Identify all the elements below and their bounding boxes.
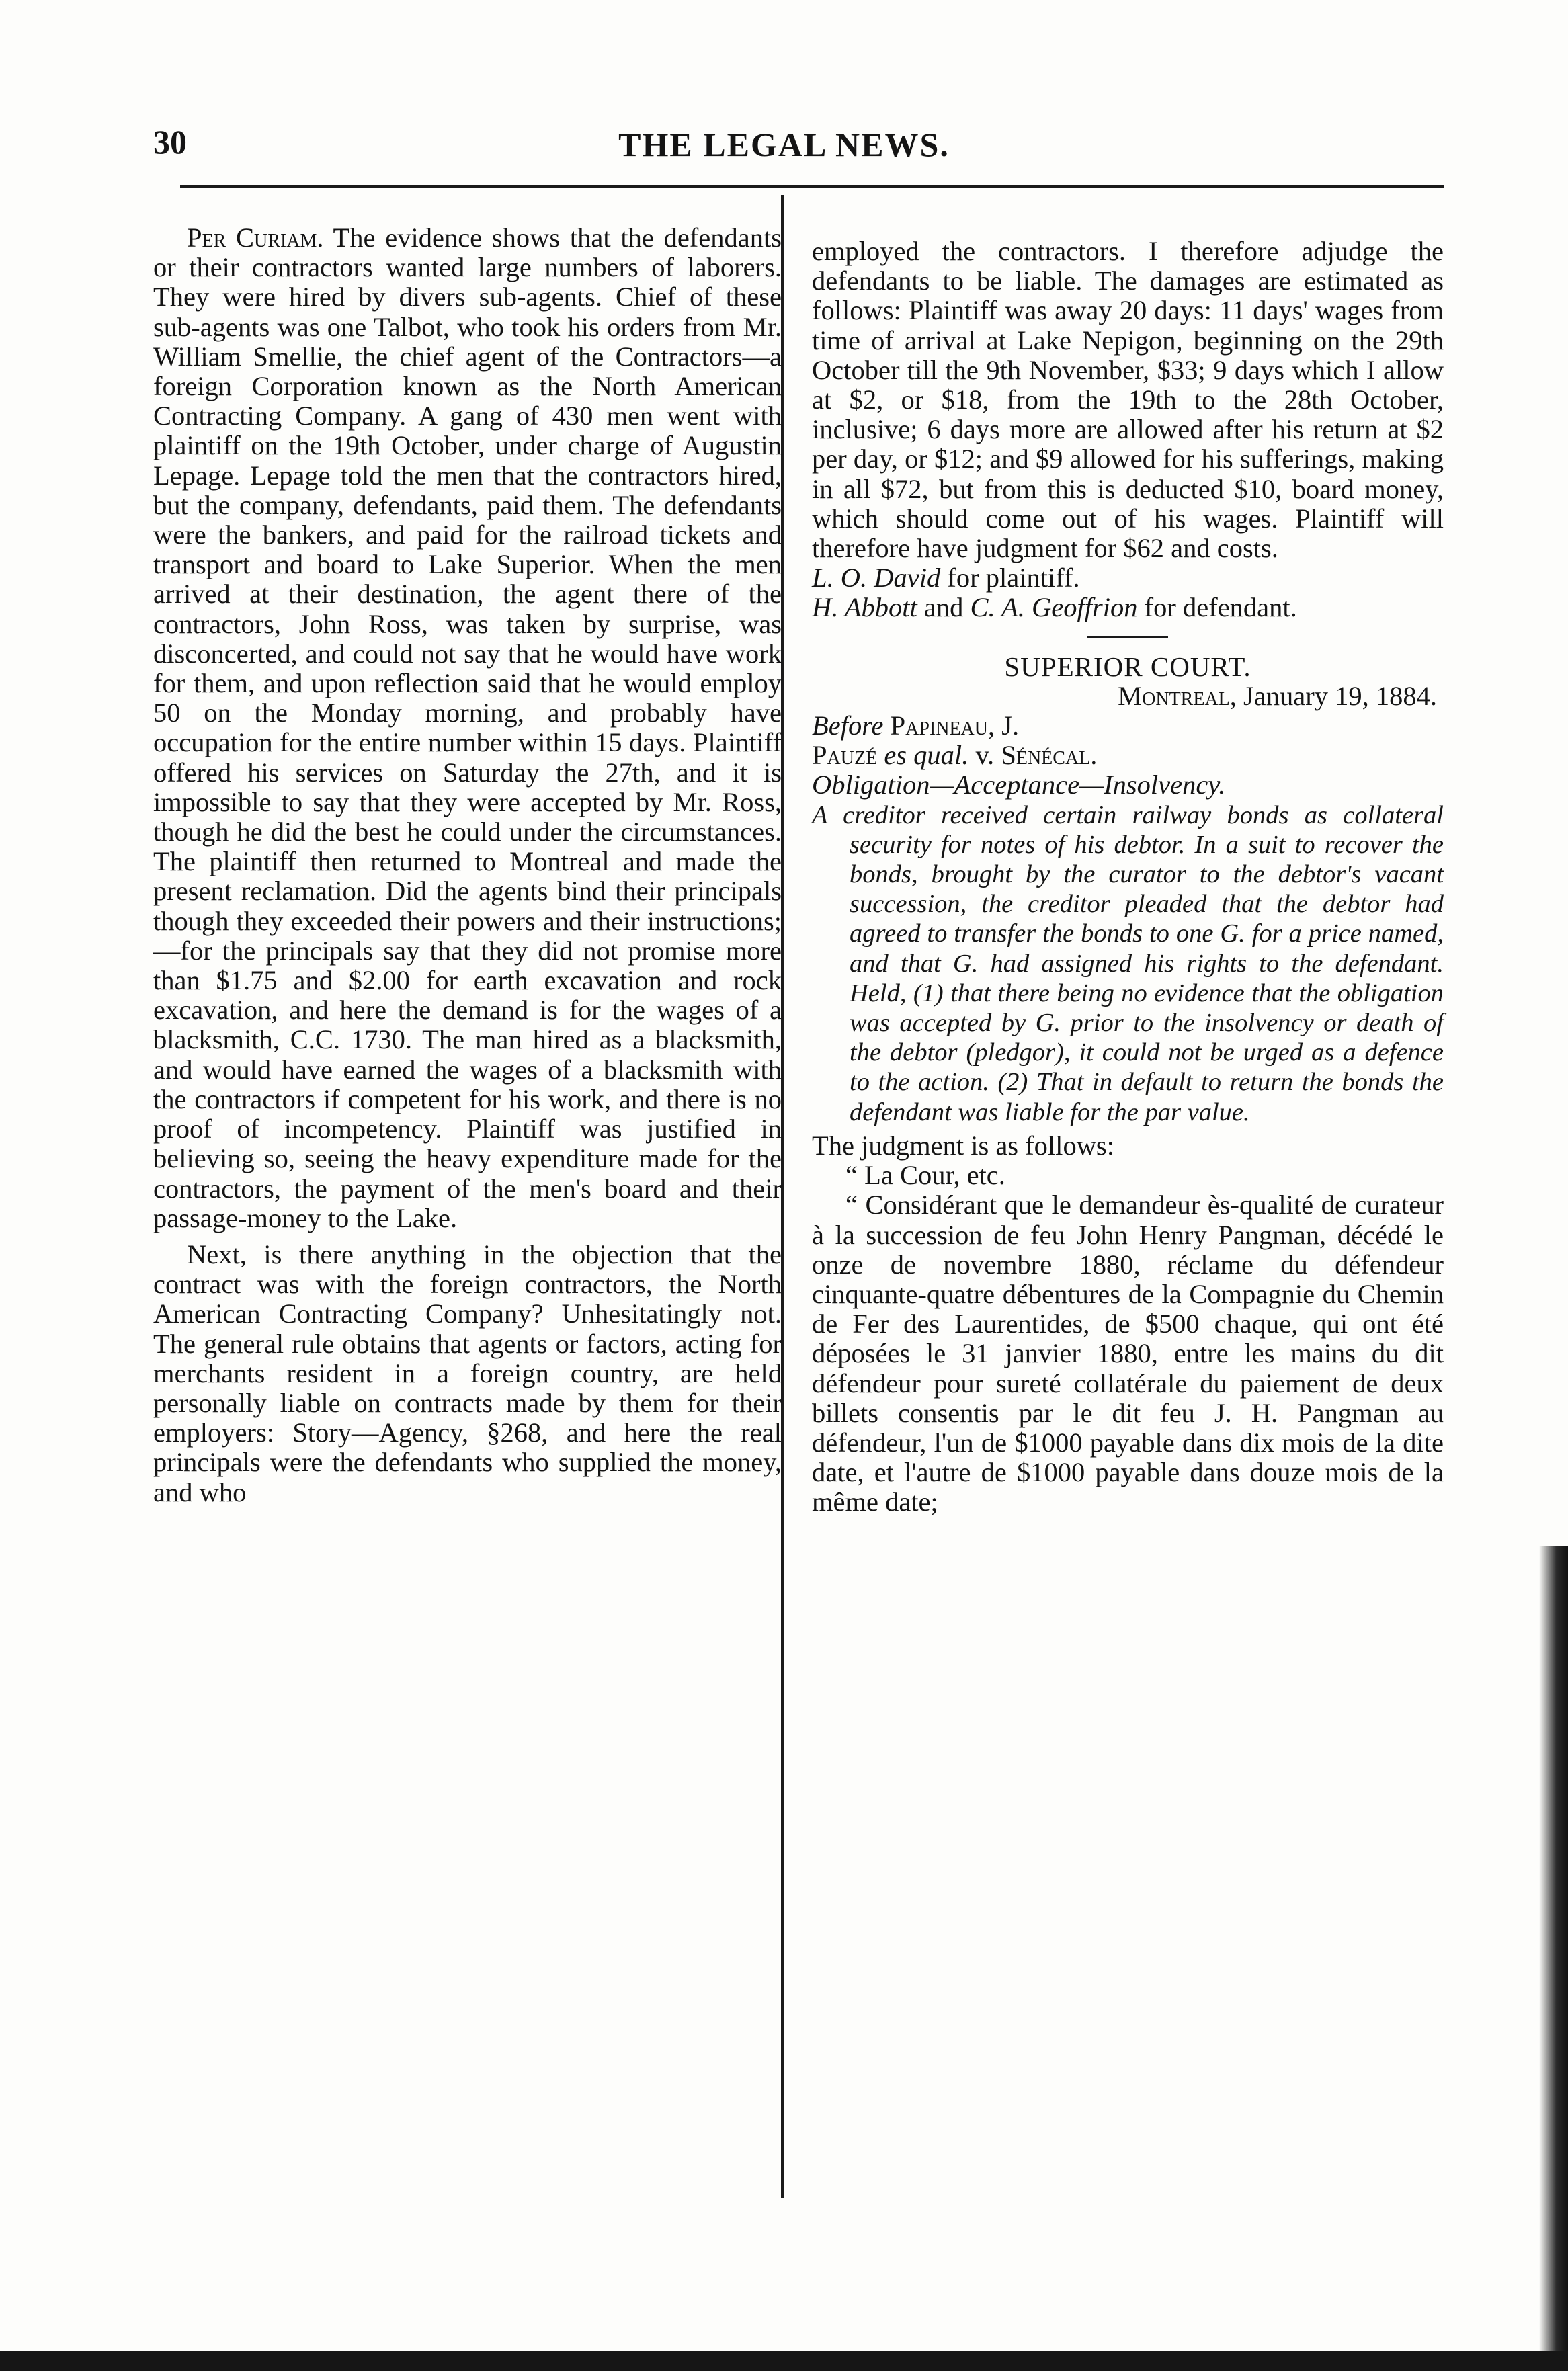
scan-bottom-band <box>0 2351 1568 2371</box>
scan-edge-shadow <box>1539 1546 1568 2351</box>
header-rule <box>180 185 1444 188</box>
paragraph-per-curiam <box>153 223 782 1233</box>
page-number: 30 <box>153 123 187 161</box>
paragraph-foreign-contractors: Next, is there anything in the objection that the contract was with the foreign contractors, the North American Contracting Company? Unhesitatingly not. The general rule obtains that agents or factors, acting for merchants resident in a foreign country, are held personally liable on contracts made by them for their employers: Story—Agency, §268, and here the real principals were the defendants who supplied the money, and who <box>153 1239 782 1507</box>
counsel-name: C. A. Geoffrion <box>970 592 1138 623</box>
before-label: Before <box>812 710 884 741</box>
judge-name: Papineau, J. <box>883 710 1020 741</box>
dateline-date: January 19, 1884. <box>1236 680 1437 711</box>
case-judge <box>812 711 1444 741</box>
party-defendant: Sénécal. <box>1001 740 1098 771</box>
counsel-defendant <box>812 593 1444 622</box>
per-curiam-label: Per Curiam. <box>187 222 324 253</box>
running-head: THE LEGAL NEWS. <box>618 126 950 163</box>
party-plaintiff: Pauzé <box>812 740 878 771</box>
case-parties <box>812 741 1444 770</box>
judgment-quote-la-cour: “ La Cour, etc. <box>845 1160 1005 1191</box>
case-dateline <box>812 681 1444 711</box>
right-column <box>812 237 1444 1517</box>
judgment-quote-considerant: “ Considérant que le demandeur ès-qualité de curateur à la succession de feu John Henry Pangman, décédé le onze de novembre 1880, réclame du défendeur cinquante-quatre débentures de la Compagnie du Chemin de Fer des Laurentides, de $500 chaque, qui ont été déposées le 31 janvier 1880, entre les mains du dit défendeur pour sureté collatérale du paiement de deux billets consentis par le dit feu J. H. Pangman au défendeur, l'un de $1000 payable dans dix mois de la dite date, et l'autre de $1000 payable dans douze mois de la même date; <box>812 1190 1444 1517</box>
dateline-place: Montreal, <box>1118 680 1237 711</box>
judgment-intro: The judgment is as follows: <box>812 1130 1114 1161</box>
case-subject: Obligation—Acceptance—Insolvency. <box>812 769 1226 800</box>
party-versus: v. <box>968 740 1001 771</box>
party-qualifier: es qual. <box>877 740 969 771</box>
counsel-plaintiff <box>812 563 1444 593</box>
counsel-name: H. Abbott <box>812 592 917 623</box>
court-heading: SUPERIOR COURT. <box>1004 651 1251 682</box>
left-column <box>153 223 782 1507</box>
counsel-role: for defendant. <box>1137 592 1297 623</box>
section-rule <box>1087 636 1168 638</box>
counsel-role: for plaintiff. <box>940 563 1080 593</box>
paragraph-damages: employed the contractors. I therefore adjudge the defendants to be liable. The damages are estimated as follows: Plaintiff was away 20 days: 11 days' wages from time of arrival at Lake Nepigon, beginning on the 29th October till the 9th November, $33; 9 days which I allow at $2, or $18, from the 19th to the 28th October, inclusive; 6 days more are allowed after his return at $2 per day, or $12; and $9 allowed for his sufferings, making in all $72, but from this is deducted $10, board money, which should come out of his wages. Plaintiff will therefore have judgment for $62 and costs. <box>812 236 1444 564</box>
paragraph-text: The evidence shows that the defendants or their contractors wanted large numbers of laborers. They were hired by divers sub-agents. Chief of these sub-agents was one Talbot, who took his orders from Mr. William Smellie, the chief agent of the Contractors—a foreign Corporation known as the North American Contracting Company. A gang of 430 men went with plaintiff on the 19th October, under charge of Augustin Lepage. Lepage told the men that the contractors hired, but the company, defendants, paid them. The defendants were the bankers, and paid for the railroad tickets and transport and board to Lake Superior. When the men arrived at their destination, the agent there of the contractors, John Ross, was taken by surprise, was disconcerted, and could not say that he would have work for them, and upon reflection said that he would employ 50 on the Monday morning, and probably have occupation for the entire number within 15 days. Plaintiff offered his services on Saturday the 27th, and it is impossible to say that they were accepted by Mr. Ross, though he did the best he could under the circumstances. The plaintiff then returned to Montreal and made the present reclamation. Did the agents bind their principals though they exceeded their powers and their instructions;—for the principals say that they did not promise more than $1.75 and $2.00 for earth excavation and rock excavation, and here the demand is for the wages of a blacksmith, C.C. 1730. The man hired as a blacksmith, and would have earned the wages of a blacksmith with the contractors if competent for his work, and there is no proof of incompetency. Plaintiff was justified in believing so, seeing the heavy expenditure made for the contractors, the payment of the men's board and their passage-money to the Lake. <box>153 222 782 1233</box>
case-headnote: A creditor received certain railway bonds as collateral security for notes of his debtor. In a suit to recover the bonds, brought by the curator to the debtor's vacant succession, the creditor pleaded that the debtor had agreed to transfer the bonds to one G. for a price named, and that G. had assigned his rights to the defendant. Held, (1) that there being no evidence that the obligation was accepted by G. prior to the insolvency or death of the debtor (pledgor), it could not be urged as a defence to the action. (2) That in default to return the bonds the defendant was liable for the par value. <box>812 800 1444 1126</box>
counsel-name: L. O. David <box>812 563 941 593</box>
counsel-conjunction: and <box>917 592 971 623</box>
